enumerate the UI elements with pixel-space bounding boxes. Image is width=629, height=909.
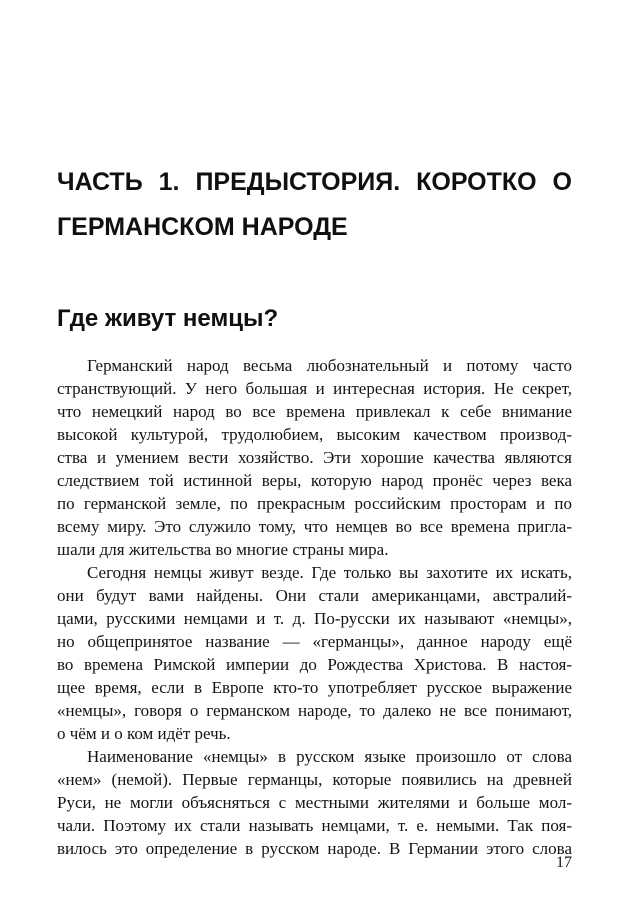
text-line: Сегодня немцы живут везде. Где только вы захотите их искать, — [87, 563, 572, 582]
text-line: по германской земле, по прекрасным российским просторам и по — [57, 494, 572, 513]
text-line: «немцы», говоря о германском народе, то далеко не все понимают, — [57, 701, 572, 720]
paragraph — [57, 561, 572, 745]
text-line: щее время, если в Европе кто-то употребляет русское выражение — [57, 678, 572, 697]
text-line: чали. Поэтому их стали называть немцами, т. е. немыми. Так поя- — [57, 816, 572, 835]
text-line: Наименование «немцы» в русском языке произошло от слова — [87, 747, 572, 766]
chapter-title — [57, 160, 572, 250]
text-line: цами, русскими немцами и т. д. По-русски их называют «немцы», — [57, 609, 572, 628]
text-line: Руси, не могли объясняться с местными жителями и больше мол- — [57, 793, 572, 812]
section-heading: Где живут немцы? — [57, 305, 279, 332]
text-line: высокой культурой, трудолюбием, высоким качеством производ- — [57, 425, 572, 444]
text-line: что немецкий народ во все времена привлекал к себе внимание — [57, 402, 572, 421]
text-line: но общепринятое название — «германцы», данное народу ещё — [57, 632, 572, 651]
text-line: во времена Римской империи до Рождества Христова. В настоя- — [57, 655, 572, 674]
text-line: ГЕРМАНСКОМ НАРОДЕ — [57, 213, 348, 241]
text-line: о чём и о ком идёт речь. — [57, 724, 231, 743]
page-number: 17 — [556, 854, 572, 871]
text-line: следствием той истинной веры, которую народ пронёс через века — [57, 471, 572, 490]
text-line: «нем» (немой). Первые германцы, которые появились на древней — [57, 770, 572, 789]
text-line: ЧАСТЬ 1. ПРЕДЫСТОРИЯ. КОРОТКО О — [57, 168, 572, 196]
paragraph — [57, 354, 572, 561]
text-line: странствующий. У него большая и интересная история. Не секрет, — [57, 379, 572, 398]
paragraph — [57, 745, 572, 860]
body-text — [57, 354, 572, 860]
text-line: шали для жительства во многие страны мира. — [57, 540, 389, 559]
text-line: ства и умением вести хозяйство. Эти хорошие качества являются — [57, 448, 572, 467]
text-line: вилось это определение в русском народе. В Германии этого слова — [57, 839, 572, 858]
text-line: они будут вами найдены. Они стали американцами, австралий- — [57, 586, 572, 605]
text-line: всему миру. Это служило тому, что немцев во все времена пригла- — [57, 517, 572, 536]
text-line: Германский народ весьма любознательный и потому часто — [87, 356, 572, 375]
